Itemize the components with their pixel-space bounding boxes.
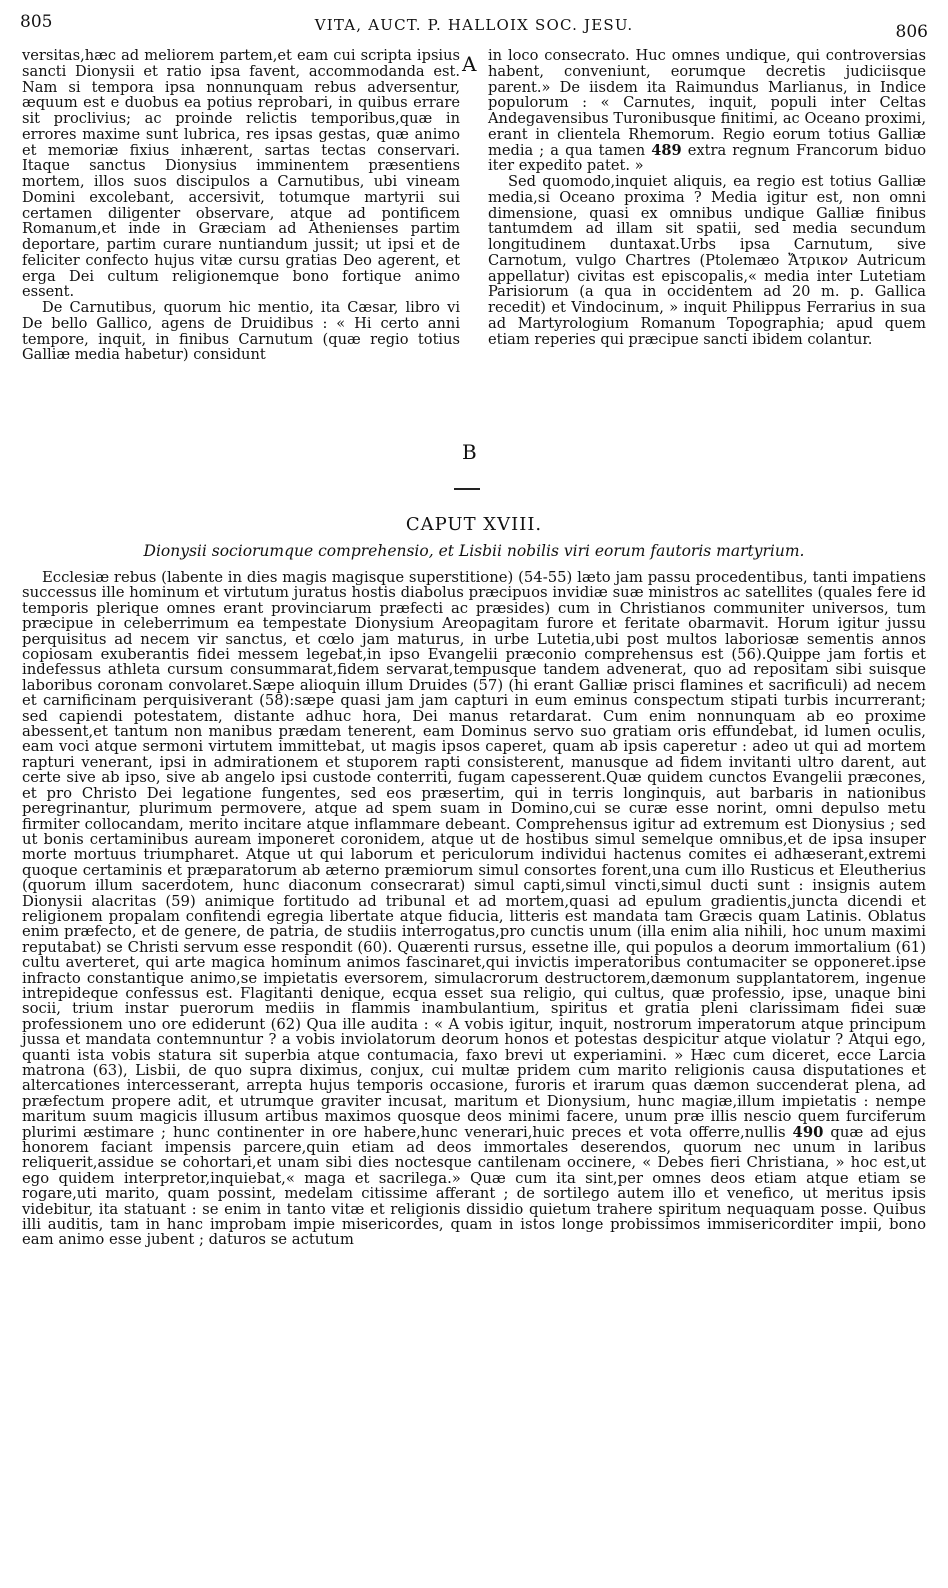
marginal-number-489: 489 <box>651 141 682 159</box>
running-title: VITA, AUCT. P. HALLOIX SOC. JESU. <box>314 16 634 34</box>
left-paragraph-1: versitas,hæc ad meliorem partem,et eam cui scripta ipsius sancti Dionysii et ratio ipsa favent, accommodanda est. Nam si tempora ipsa nonnunquam rebus adversentur, æquum est e duobus ea potius reprobari, in quibus errare sit proclivius; ac proinde relictis temporibus,quæ in errores maxime sunt lubrica, res ipsas gestas, quæ animo et memoriæ fixius inhærent, sartas tectas conservari. Itaque sanctus Dionysius imminentem præsentiens mortem, illos suos discipulos a Carnutibus, ubi vineam Domini excolebant, accersivit, totumque martyrii sui certamen diligenter observare, atque ad pontificem Romanum,et inde in Græciam ad Athenienses partim deportare, partim curare nuntiandum jussit; ut ipsi et de feliciter confecto hujus vitæ cursu gratias Deo agerent, et erga Dei cultum religionemque bono fortique animo essent. <box>22 47 460 301</box>
page-number-right: 806 <box>895 22 928 42</box>
column-marker-a: A <box>462 52 477 76</box>
chapter-paragraph <box>22 570 926 1248</box>
right-paragraph-1-text-a: in loco consecrato. Huc omnes undique, qui controversias habent, conveniunt, eorumque decretis judiciisque parent.» De iisdem ita Raimundus Marlianus, in Indice populorum : « Carnutes, inquit, populi inter Celtas Andegavensibus Turonibusque finitimi, ac Oceano proximi, erant in clientela Rhemorum. Regio eorum totius Galliæ media ; a qua tamen <box>488 47 926 159</box>
page-number-left: 805 <box>20 12 53 32</box>
chapter-text-part-2: quæ ad ejus honorem faciant impensis parcere,quin etiam ad deos immortales deserendos, quorum nec unum in laribus reliquerit,assidue se cohortari,et unam sibi dies noctesque cantilenam occinere, « Debes fieri Christiana, » hoc est,ut ego quidem interpretor,inquiebat,« maga et sacrilega.» Quæ cum ita sint,per omnes deos etiam atque etiam se rogare,uti marito, quam possint, medelam citissime afferant ; de sortilego autem illo et venefico, ut meritus ipsis videbitur, ita statuant : se enim in tanto vitæ et religionis dissidio quietum trahere spiritum nequaquam posse. Quibus illi auditis, tam in hanc improbam impie misericordes, quam in istos longe probissimos immisericorditer impii, bono eam animo esse jubent ; daturos se actutum <box>22 1123 926 1249</box>
column-marker-b: B <box>462 440 477 464</box>
marginal-number-490: 490 <box>792 1123 824 1141</box>
chapter-text-part-1: Ecclesiæ rebus (labente in dies magis magisque superstitione) (54-55) læto jam passu procedentibus, tanti impatiens successus ille hominum et virtutum juratus hostis diabolus præcipuos invidiæ suæ ministros ac satellites (quales fere id temporis plerique omnes erant provinciarum præfecti ac præsides) cum in Christianos communiter universos, tum præcipue in celeberrimum ea tempestate Dionysium Areopagitam furore et feritate obarmavit. Horum igitur jussu perquisitus ad necem vir sanctus, et cœlo jam maturus, in urbe Lutetia,ubi post multos laboriosæ sementis annos copiosam exuberantis fidei messem legebat,in ipso Evangelii præconio comprehensus est (56).Quippe jam fortis et indefessus athleta cursum consummarat,fidem servarat,tempusque tandem advenerat, quo ad repositam sibi suisque laboribus coronam convolaret.Sæpe alioquin illum Druides (57) (hi erant Galliæ prisci flamines et sacrificuli) ad necem et carnificinam perquisiverant (58):sæpe quasi jam jam capturi in eum eminus conspectum stipati turbis incurrerant; sed capiendi potestatem, distante adhuc hora, Dei manus retardarat. Cum enim nonnunquam ab eo proxime abessent,et tantum non manibus prædam tenerent, eam Dominus servo suo gratiam oris effundebat, id lumen oculis, eam voci atque sermoni virtutem immittebat, ut magis ipsos caperet, quam ab ipsis caperetur : adeo ut qui ad mortem rapturi venerant, ipsi in admirationem et stuporem rapti consisterent, manusque ad fidem invitanti ultro darent, aut certe sive ab ipso, sive ab angelo ipsi custode conterriti, fugam capesserent.Quæ quidem cunctos Evangelii præcones, et pro Christo Dei legatione fungentes, sed eos præsertim, qui in terris longinquis, aut barbaris in nationibus peregrinantur, plurimum permovere, atque ad spem suam in Domino,cui se curæ esse norint, omni depulso metu firmiter collocandam, merito incitare atque inflammare debeant. Comprehensus igitur ad extremum est Dionysius ; sed ut bonis certaminibus auream imponeret coronidem, atque ut de hostibus simul semelque omnibus,et de ipsa insuper morte mortuus triumpharet. Atque ut qui laborum et periculorum individui hactenus comites ei adhæserant,extremi quoque certaminis et præparatorum ab æterno præmiorum simul consortes forent,una cum illo Rusticus et Eleutherius (quorum illum sacerdotem, hunc diaconum consecrarat) simul capti,simul vincti,simul ducti sunt : insignis autem Dionysii alacritas (59) animique fortitudo ad tribunal et ad mortem,quasi ad epulum gradientis,juncta dicendi et religionem propalam confitendi egregia libertate atque fiducia, litteris est mandata tam Græcis quam Latinis. Oblatus enim præfecto, et de genere, de patria, de studiis interrogatus,pro cunctis unum (illa enim alia nihili, hoc unum maximi reputabat) se Christi servum esse respondit (60). Quærenti rursus, essetne ille, qui populos a deorum immortalium (61) cultu averteret, qui arte magica hominum animos fascinaret,qui invictis imperatoribus contumaciter se opponeret.ipse infracto constantique animo,se impietatis eversorem, simulacrorum destructorem,dæmonum supplantatorem, ingenue intrepideque confessus est. Flagitanti denique, ecqua esset sua religio, qui cultus, quæ professio, ipse, unaque bini socii, trium instar puerorum mediis in flammis inambulantium, spiritus et gratia pleni clarissimam fidei suæ professionem uno ore ediderunt (62) Qua ille audita : « A vobis igitur, inquit, nostrorum imperatorum atque principum jussa et mandata contemnuntur ? a vobis inviolatorum deorum honos et potestas despicitur atque violatur ? Atqui ego, quanti ista vobis statura sit superbia atque contumacia, faxo brevi ut experiamini. » Hæc cum diceret, ecce Larcia matrona (63), Lisbii, de quo supra diximus, conjux, cui multæ pridem cum marito religionis causa disputationes et altercationes intercesserant, arrepta hujus temporis occasione, furoris et irarum quas dæmon succenderat plena, ad præfectum propere adit, et utrumque graviter incusat, maritum et Dionysium, hunc magiæ,illum impietatis : nempe maritum suum magicis illusum artibus maximos quosque deos minimi facere, unum præ illis nescio quem furciferum plurimi æstimare ; hunc continenter in ore habere,hunc venerari,huic preces et vota offerre,nullis <box>22 569 926 1141</box>
two-column-section <box>22 48 926 468</box>
chapter-subtitle: Dionysii sociorumque comprehensio, et Lisbii nobilis viri eorum fautoris martyrium. <box>143 542 805 560</box>
right-paragraph-1-text-b: extra regnum Francorum biduo iter expedito patet. » <box>488 141 926 175</box>
left-paragraph-2: De Carnutibus, quorum hic mentio, ita Cæsar, libro vi De bello Gallico, agens de Druidibus : « Hi certo anni tempore, inquit, in finibus Carnutum (quæ regio totius Galliæ media habetur) considunt <box>22 299 460 364</box>
left-column <box>22 48 460 363</box>
chapter-heading: CAPUT XVIII. <box>405 514 543 535</box>
right-paragraph-1 <box>488 48 926 174</box>
section-divider <box>454 488 480 490</box>
right-column <box>488 48 926 347</box>
chapter-body <box>22 570 926 1248</box>
right-paragraph-2: Sed quomodo,inquiet aliquis, ea regio est totius Galliæ media,si Oceano proxima ? Media igitur est, non omni dimensione, quasi ex omnibus undique Galliæ finibus tantumdem ad illam sit spatii, sed media secundum longitudinem duntaxat.Urbs ipsa Carnutum, sive Carnotum, vulgo Chartres (Ptolemæo Ἄτρικον Autricum appellatur) civitas est episcopalis,« media inter Lutetiam Parisiorum (a qua in occidentem ad 20 m. p. Gallica recedit) et Vindocinum, » inquit Philippus Ferrarius in sua ad Martyrologium Romanum Topographia; apud quem etiam reperies qui præcipue sancti ibidem colantur. <box>488 173 926 348</box>
page-header <box>20 12 928 42</box>
